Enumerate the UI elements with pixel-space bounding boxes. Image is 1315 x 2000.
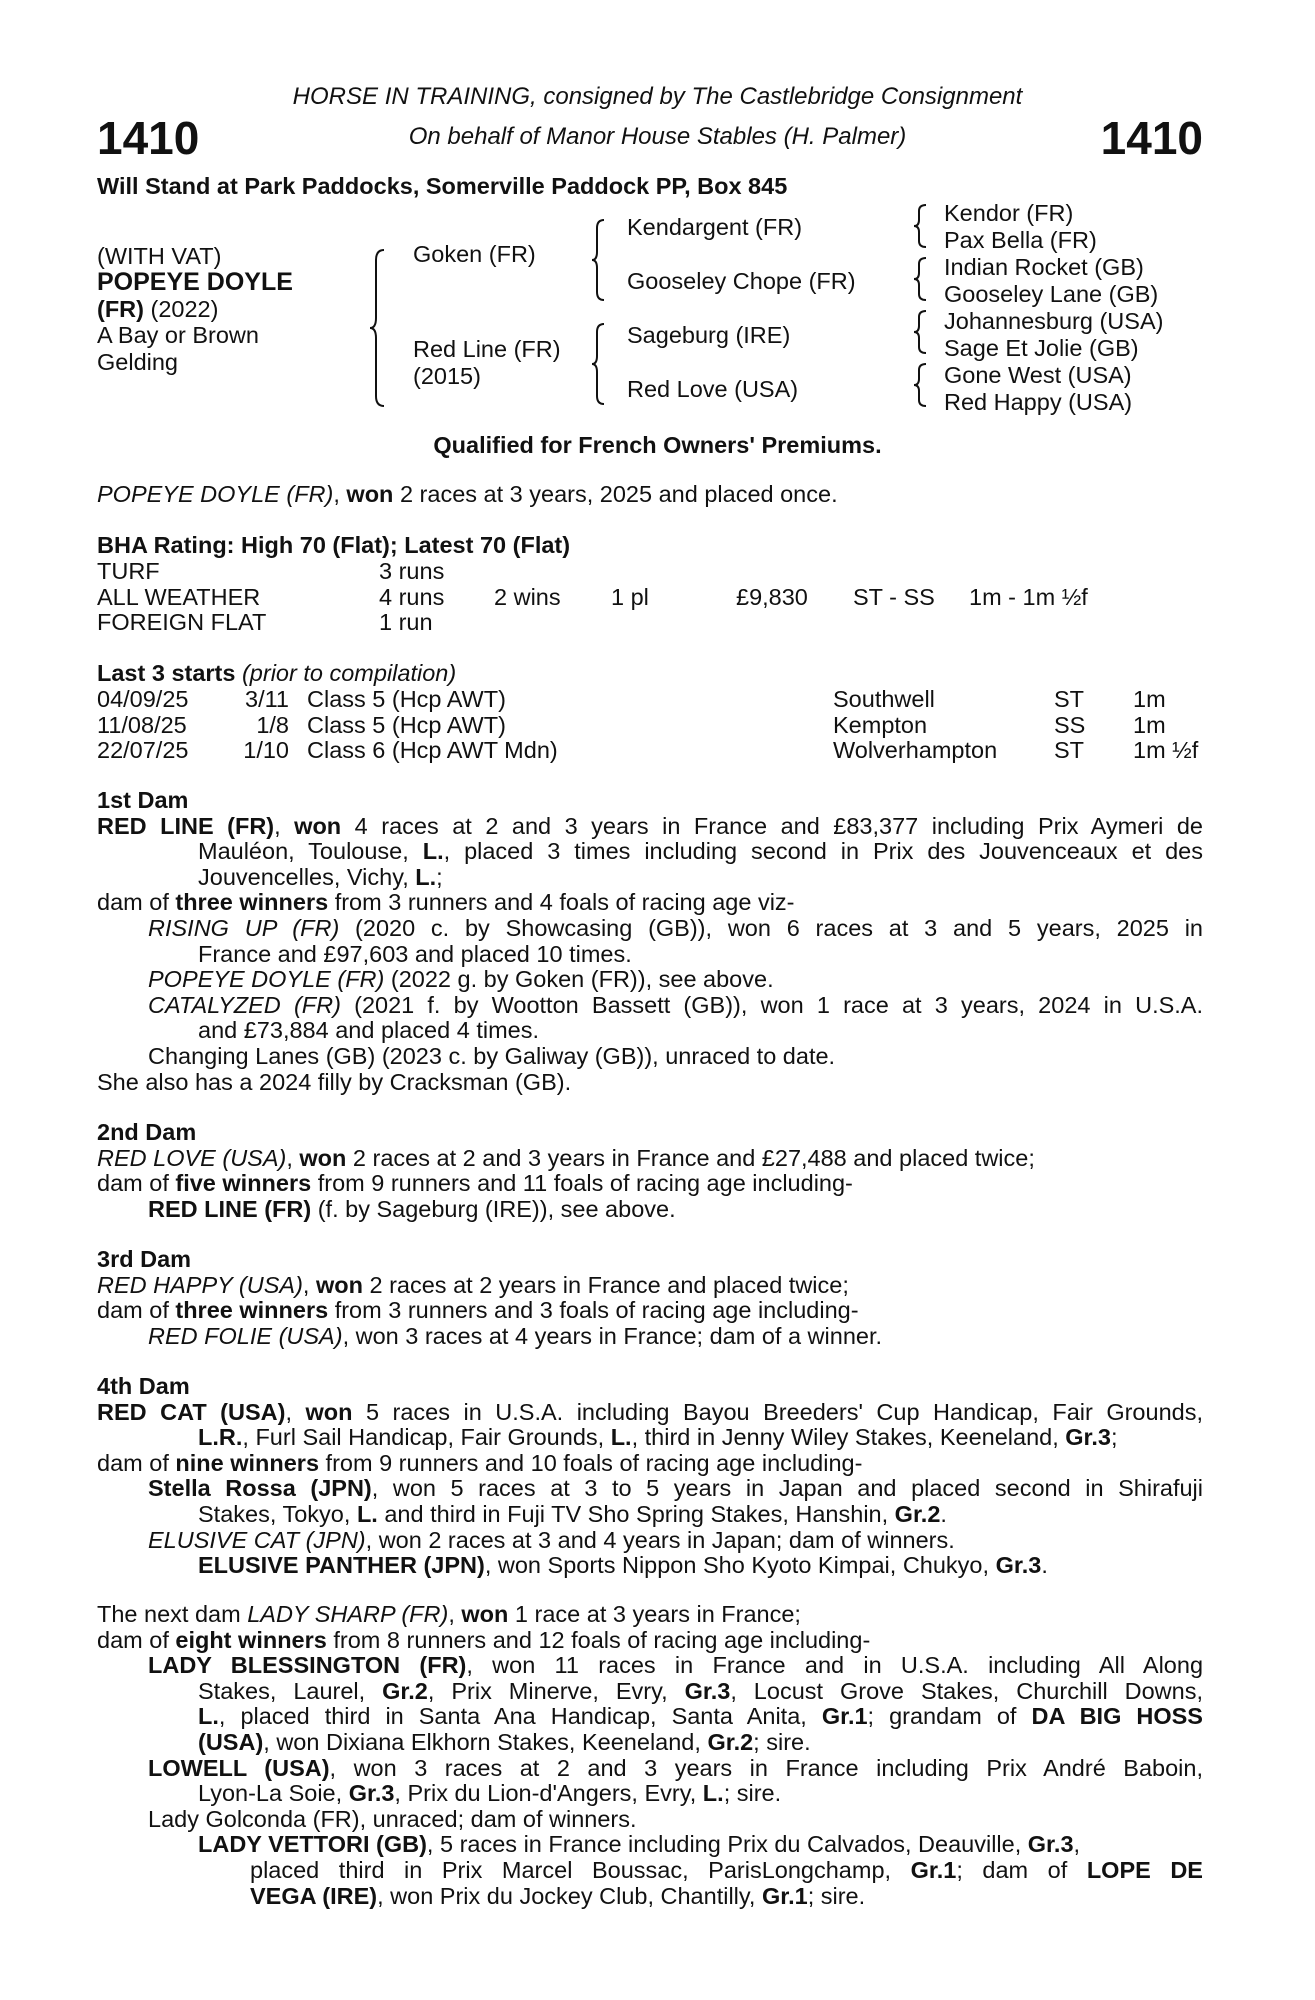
winners-count: eight winners: [175, 1626, 327, 1653]
won-label: won: [299, 1144, 347, 1171]
text: ; sire.: [753, 1728, 811, 1755]
progeny-name: LOPE DE: [1086, 1856, 1203, 1883]
fourth-dam-line: [97, 1553, 1203, 1579]
stats-row: [97, 585, 1088, 611]
next-dam-line: [97, 1704, 1203, 1730]
text: , won 3 races at 2 and 3 years in France including Prix André Baboin,: [329, 1754, 1203, 1781]
stats-row: [97, 559, 1088, 585]
second-dam-line: [97, 1171, 1203, 1197]
horse-sex: Gelding: [97, 349, 178, 375]
stats-prize: £9,830: [736, 583, 808, 610]
pedigree-ggs-2: Pax Bella (FR): [944, 227, 1097, 253]
start-course: Kempton: [833, 711, 928, 738]
text: ,: [448, 1601, 462, 1627]
text: from 3 runners and 4 foals of racing age viz-: [328, 889, 795, 916]
fourth-dam-line: [97, 1528, 1203, 1554]
text: dam of: [97, 889, 176, 916]
progeny-name: DA BIG HOSS: [1031, 1703, 1203, 1730]
grade-label: Gr.3: [684, 1677, 731, 1704]
last-start-row: [97, 738, 1198, 764]
pedigree-ggs-4: Gooseley Lane (GB): [944, 281, 1159, 307]
stats-surface: FOREIGN FLAT: [97, 609, 267, 636]
last-starts-table: [97, 687, 1198, 764]
grade-label: Gr.2: [707, 1728, 754, 1755]
first-dam-line: [97, 839, 1203, 865]
pedigree-ggs-3: Indian Rocket (GB): [944, 254, 1144, 280]
won-label: won: [294, 812, 342, 839]
stats-row: [97, 610, 1088, 636]
pedigree-ggs-6: Sage Et Jolie (GB): [944, 335, 1139, 361]
text: , won 11 races in France and in U.S.A. including All Along: [466, 1652, 1204, 1679]
pedigree-brace-g1: [912, 203, 930, 249]
dam-name: RED LOVE (USA): [97, 1144, 287, 1171]
progeny-name: RISING UP (FR): [148, 914, 340, 941]
stats-prize: [736, 559, 853, 585]
grade-label: Gr.3: [995, 1552, 1042, 1579]
stats-table: [97, 559, 1088, 636]
stats-distance: 1m - 1m ½f: [969, 583, 1088, 610]
start-race: Class 6 (Hcp AWT Mdn): [307, 737, 558, 764]
grade-label: Gr.2: [894, 1500, 941, 1527]
stats-surface: TURF: [97, 558, 160, 584]
next-dam-line: [97, 1832, 1203, 1858]
text: from 8 runners and 12 foals of racing age including-: [326, 1626, 871, 1653]
start-distance: 1m ½f: [1133, 737, 1199, 764]
next-dam-line: [97, 1858, 1203, 1884]
start-going: ST: [1054, 686, 1085, 712]
pedigree-brace-g2: [912, 256, 930, 302]
grade-label: L.: [198, 1703, 219, 1730]
text: dam of: [97, 1449, 176, 1476]
grade-label: L.: [356, 1500, 378, 1527]
text: , Furl Sail Handicap, Fair Grounds,: [242, 1424, 611, 1451]
first-dam-line: [97, 865, 1203, 891]
start-course: Southwell: [833, 686, 935, 712]
pedigree-ggs-7: Gone West (USA): [944, 362, 1132, 388]
text: from 9 runners and 10 foals of racing age including-: [319, 1449, 863, 1476]
text: The next dam: [97, 1601, 248, 1627]
stats-surface: ALL WEATHER: [97, 583, 261, 610]
winners-count: three winners: [175, 889, 329, 916]
text: ,: [274, 812, 295, 839]
grade-label: Gr.1: [821, 1703, 868, 1730]
first-dam-line: [97, 967, 1203, 993]
won-label: won: [305, 1398, 353, 1425]
text: dam of: [97, 1626, 176, 1653]
progeny-name: RED LINE (FR): [148, 1195, 312, 1222]
last-starts-heading: [97, 661, 456, 687]
grade-label: Gr.2: [382, 1677, 428, 1704]
third-dam-heading: 3rd Dam: [97, 1246, 192, 1272]
stats-distance: [969, 559, 1088, 585]
text: , won Sports Nippon Sho Kyoto Kimpai, Chukyo,: [484, 1552, 996, 1579]
horse-country-year: [97, 297, 218, 323]
first-dam-line: France and £97,603 and placed 10 times.: [198, 940, 632, 967]
pedigree-dam-year: (2015): [413, 363, 481, 389]
start-race: Class 5 (Hcp AWT): [307, 686, 506, 712]
start-race: Class 5 (Hcp AWT): [307, 711, 506, 738]
text: .: [1041, 1552, 1048, 1579]
text: , 5 races in France including Prix du Calvados, Deauville,: [426, 1831, 1028, 1858]
text: , Prix Minerve, Evry,: [427, 1677, 685, 1704]
fourth-dam-line: [97, 1425, 1203, 1451]
text: ; sire.: [723, 1780, 782, 1807]
text: (2022 g. by Goken (FR)), see above.: [384, 966, 774, 993]
stats-runs: 1 run: [379, 609, 433, 636]
text: ,: [1073, 1831, 1081, 1858]
start-date: 04/09/25: [97, 686, 189, 712]
won-label: won: [461, 1601, 509, 1627]
text: , placed 3 times including second in Prix des Jouvenceaux et des: [443, 838, 1204, 865]
start-date: 11/08/25: [97, 711, 187, 738]
next-dam-line: [97, 1884, 1203, 1910]
first-dam-line: [97, 814, 1203, 840]
dam-name: RED CAT (USA): [97, 1398, 286, 1425]
first-dam-line: [97, 916, 1203, 942]
third-dam-line: [97, 1273, 1203, 1299]
pedigree-brace-g4: [912, 362, 930, 408]
pedigree-brace-g3: [912, 309, 930, 355]
start-position: 1/8: [256, 711, 289, 738]
text: , won 3 races at 4 years in France; dam of a winner.: [342, 1322, 883, 1349]
grade-label: Gr.3: [348, 1780, 395, 1807]
fourth-dam-line: [97, 1451, 1203, 1477]
text: , won Prix du Jockey Club, Chantilly,: [377, 1882, 762, 1909]
progeny-name: LADY BLESSINGTON (FR): [148, 1652, 467, 1679]
fourth-dam-heading: 4th Dam: [97, 1373, 190, 1399]
fourth-dam-line: [97, 1476, 1203, 1502]
stand-location: Will Stand at Park Paddocks, Somerville Paddock PP, Box 845: [97, 173, 788, 199]
text: , Prix du Lion-d'Angers, Evry,: [394, 1780, 703, 1807]
text: from 3 runners and 3 foals of racing age including-: [328, 1297, 859, 1324]
pedigree-sire-sire: Kendargent (FR): [627, 214, 803, 240]
stats-runs: 4 runs: [379, 583, 445, 610]
last-start-row: [97, 713, 1198, 739]
text: dam of: [97, 1297, 176, 1324]
stats-placed: [611, 559, 736, 585]
text: from 9 runners and 11 foals of racing age including-: [311, 1170, 853, 1197]
third-dam-section: [97, 1247, 1203, 1349]
text: 5 races in U.S.A. including Bayou Breeders' Cup Handicap, Fair Grounds,: [352, 1398, 1203, 1425]
grade-label: Gr.1: [761, 1882, 808, 1909]
fourth-dam-section: [97, 1374, 1203, 1579]
text: , placed third in Santa Ana Handicap, Santa Anita,: [218, 1703, 822, 1730]
next-dam-line: [97, 1730, 1203, 1756]
text: (2021 f. by Wootton Bassett (GB)), won 1 race at 3 years, 2024 in U.S.A.: [340, 991, 1204, 1018]
pedigree-brace-dam: [590, 322, 608, 406]
text: ; sire.: [807, 1882, 866, 1909]
text: , third in Jenny Wiley Stakes, Keeneland,: [631, 1424, 1066, 1451]
dam-name: LADY SHARP (FR): [247, 1601, 449, 1627]
third-dam-line: [97, 1324, 1203, 1350]
text: 1 race at 3 years in France;: [508, 1601, 801, 1627]
pedigree-sire: Goken (FR): [413, 241, 536, 267]
next-dam-section: [97, 1602, 1203, 1909]
pedigree-dam-sire: Sageburg (IRE): [627, 322, 791, 348]
text: dam of: [97, 1170, 176, 1197]
dam-name: RED HAPPY (USA): [97, 1271, 303, 1298]
next-dam-line: [97, 1653, 1203, 1679]
stats-prize: [736, 610, 853, 636]
vendor-line: On behalf of Manor House Stables (H. Palmer): [408, 123, 907, 150]
pedigree-ggs-1: Kendor (FR): [944, 200, 1074, 226]
grade-label: Gr.3: [1065, 1424, 1111, 1451]
progeny-name: VEGA (IRE): [250, 1882, 378, 1909]
text: ;: [436, 863, 443, 890]
text: Jouvencelles, Vichy,: [198, 863, 416, 890]
second-dam-line: [97, 1197, 1203, 1223]
start-date: 22/07/25: [97, 737, 189, 764]
summary-rest: 2 races at 3 years, 2025 and placed once.: [393, 481, 838, 507]
start-going: SS: [1054, 711, 1086, 738]
grade-label: Gr.1: [910, 1856, 957, 1883]
winners-count: nine winners: [175, 1449, 320, 1476]
progeny-name: CATALYZED (FR): [148, 991, 341, 1018]
winners-count: five winners: [175, 1170, 312, 1197]
stats-wins: [494, 559, 611, 585]
first-dam-line: [97, 993, 1203, 1019]
stats-runs: 3 runs: [379, 558, 445, 584]
next-dam-line: [97, 1602, 1203, 1628]
progeny-name: RED FOLIE (USA): [148, 1322, 343, 1349]
text: (2020 c. by Showcasing (GB)), won 6 races at 3 and 5 years, 2025 in: [339, 914, 1203, 941]
progeny-name: ELUSIVE CAT (JPN): [148, 1526, 366, 1553]
text: 2 races at 2 years in France and placed twice;: [362, 1271, 849, 1298]
grade-label: L.: [610, 1424, 632, 1451]
grade-label: L.: [702, 1780, 724, 1807]
horse-country: (FR): [97, 296, 144, 322]
text: ;: [1111, 1424, 1118, 1451]
stats-placed: [611, 610, 736, 636]
race-summary: POPEYE DOYLE (FR), won 2 races at 3 years, 2025 and placed once.: [97, 481, 838, 507]
lot-number-right: 1410: [1100, 112, 1203, 164]
pedigree-sire-dam: Gooseley Chope (FR): [627, 268, 856, 294]
text: ; grandam of: [867, 1703, 1032, 1730]
start-position: 3/11: [245, 686, 289, 712]
text: .: [940, 1500, 947, 1527]
fourth-dam-line: [97, 1400, 1203, 1426]
pedigree-brace-sire: [590, 218, 608, 302]
progeny-name: LADY VETTORI (GB): [198, 1831, 427, 1858]
text: ; dam of: [956, 1856, 1087, 1883]
text: Lyon-La Soie,: [198, 1780, 349, 1807]
next-dam-line: [97, 1756, 1203, 1782]
summary-won: won: [346, 481, 394, 507]
lot-number-left: 1410: [97, 112, 200, 164]
last-starts-title: Last 3 starts: [97, 660, 236, 686]
won-label: won: [315, 1271, 363, 1298]
stats-going: ST - SS: [853, 583, 935, 610]
stats-going: [853, 559, 969, 585]
grade-label: L.: [415, 863, 437, 890]
second-dam-line: [97, 1146, 1203, 1172]
stats-wins: 2 wins: [494, 583, 561, 610]
start-distance: 1m: [1133, 711, 1166, 738]
first-dam-line: Changing Lanes (GB) (2023 c. by Galiway (GB)), unraced to date.: [148, 1042, 836, 1069]
text: 2 races at 2 and 3 years in France and £27,488 and placed twice;: [346, 1144, 1035, 1171]
stats-distance: [969, 610, 1088, 636]
dam-name: RED LINE (FR): [97, 812, 275, 839]
text: and third in Fuji TV Sho Spring Stakes, Hanshin,: [377, 1500, 895, 1527]
text: , won 5 races at 3 to 5 years in Japan and placed second in Shirafuji: [371, 1475, 1203, 1502]
start-distance: 1m: [1133, 686, 1166, 712]
text: ,: [285, 1398, 306, 1425]
grade-label: Gr.3: [1027, 1831, 1074, 1858]
stats-placed: 1 pl: [611, 583, 649, 610]
horse-name: POPEYE DOYLE: [97, 268, 293, 296]
grade-label: L.R.: [198, 1424, 243, 1451]
summary-horse-name: POPEYE DOYLE (FR): [97, 481, 334, 507]
pedigree-brace-main: [368, 248, 388, 408]
fourth-dam-line: [97, 1502, 1203, 1528]
winners-count: three winners: [175, 1297, 329, 1324]
text: Stakes, Laurel,: [198, 1677, 383, 1704]
text: , Locust Grove Stakes, Churchill Downs,: [730, 1677, 1204, 1704]
text: , won Dixiana Elkhorn Stakes, Keeneland,: [263, 1728, 708, 1755]
text: , won 2 races at 3 and 4 years in Japan; dam of winners.: [365, 1526, 955, 1553]
first-dam-line: [97, 890, 1203, 916]
pedigree-ggs-5: Johannesburg (USA): [944, 308, 1164, 334]
stats-wins: [494, 610, 611, 636]
text: Stakes, Tokyo,: [198, 1500, 357, 1527]
horse-color: A Bay or Brown: [97, 322, 259, 348]
consignor-line: HORSE IN TRAINING, consigned by The Castlebridge Consignment: [292, 83, 1023, 110]
progeny-name: POPEYE DOYLE (FR): [148, 966, 385, 993]
start-position: 1/10: [243, 737, 289, 764]
progeny-name: Stella Rossa (JPN): [148, 1475, 372, 1502]
stats-going: [853, 610, 969, 636]
premiums-note: Qualified for French Owners' Premiums.: [433, 432, 882, 458]
horse-year: (2022): [143, 296, 219, 322]
first-dam-line: She also has a 2024 filly by Cracksman (GB).: [97, 1068, 572, 1095]
last-start-row: [97, 687, 1198, 713]
next-dam-line: [97, 1679, 1203, 1705]
text: ,: [302, 1271, 316, 1298]
progeny-name: LOWELL (USA): [148, 1754, 330, 1781]
first-dam-heading: 1st Dam: [97, 787, 189, 813]
start-course: Wolverhampton: [833, 737, 998, 764]
third-dam-line: [97, 1298, 1203, 1324]
text: Mauléon, Toulouse,: [198, 838, 423, 865]
progeny-name: ELUSIVE PANTHER (JPN): [198, 1552, 485, 1579]
last-starts-note: (prior to compilation): [235, 660, 457, 686]
pedigree-ggs-8: Red Happy (USA): [944, 389, 1133, 415]
next-dam-line: Lady Golconda (FR), unraced; dam of winners.: [148, 1805, 637, 1832]
first-dam-line: and £73,884 and placed 4 times.: [198, 1017, 540, 1044]
second-dam-section: [97, 1120, 1203, 1222]
bha-rating: BHA Rating: High 70 (Flat); Latest 70 (Flat): [97, 532, 571, 558]
grade-label: L.: [422, 838, 444, 865]
text: ,: [286, 1144, 300, 1171]
start-going: ST: [1054, 737, 1085, 764]
text: (f. by Sageburg (IRE)), see above.: [311, 1195, 676, 1222]
pedigree-dam-dam: Red Love (USA): [627, 376, 799, 402]
text: 4 races at 2 and 3 years in France and £83,377 including Prix Aymeri de: [341, 812, 1204, 839]
vat-label: (WITH VAT): [97, 243, 222, 269]
progeny-name: (USA): [198, 1728, 264, 1755]
pedigree-dam: Red Line (FR): [413, 336, 561, 362]
second-dam-heading: 2nd Dam: [97, 1119, 197, 1145]
text: placed third in Prix Marcel Boussac, ParisLongchamp,: [250, 1856, 911, 1883]
next-dam-line: [97, 1781, 1203, 1807]
next-dam-line: [97, 1628, 1203, 1654]
first-dam-section: [97, 788, 1203, 1095]
